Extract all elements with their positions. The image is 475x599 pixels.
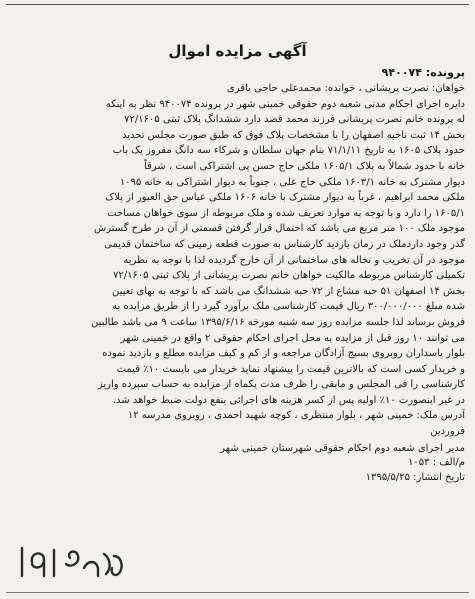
body-line: و خریدار کسی است که بالاترین قیمت را پیشنهاد نماید خریدار می بایست ۱۰٪ قیمت <box>116 363 465 375</box>
notice-footer <box>10 442 465 486</box>
file-number: پرونده: ۹۴۰۰۷۴ <box>381 66 465 79</box>
body-line: ۱۶۰۵/۱ را دارد و با توجه به موارد تعریف شده و ملک مربوطه از سوی خواهان مساحت <box>107 207 465 219</box>
bottom-divider <box>6 592 469 593</box>
body-line: شده مبلغ ۳۰۰/۰۰۰/۰۰۰ ریال قیمت کارشناسی ملک برآورد گیرد را از طریق مزایده به <box>112 301 465 313</box>
body-line: دیوار مشترک به خانه ۱۶۰۳/۱ ملکی حاج علی ، جنوباً به دیوار اشتراکی به خانه ۱۰۹۵ <box>119 176 465 188</box>
body-line: دایره اجرای احکام مدنی شعبه دوم حقوقی خمینی شهر در پرونده ۹۴۰۰۷۴ نظر به اینکه <box>105 98 465 110</box>
body-line: حدود پلاک ۱۶۰۵ به تاریخ ۷۱/۱/۱۱ بنام جهان سلطان و شرکاء سه دانگ مفروز یک باب <box>112 145 465 157</box>
signatory-line: مدیر اجرای شعبه دوم احکام حقوقی شهرستان خمینی شهر <box>220 442 465 454</box>
reference-number: م/الف : ۱۰۵۳ <box>408 457 465 469</box>
body-line: له پرونده خانم نصرت پریشانی فرزند محمد قصد دارد ششدانگ پلاک ثبتی ۷۲/۱۶۰۵ <box>124 114 465 126</box>
body-line: در غیر اینصورت ۱۰٪ اولیه پس از کسر هزینه های اجرائی بنفع دولت ضبط خواهد شد. <box>112 394 465 406</box>
body-line: خانه با حدود شمالاً به پلاک ۱۶۰۵/۱ ملکی حاج حسن پی اشتراکی است ، شرقاً <box>144 160 465 172</box>
top-divider <box>6 4 469 5</box>
body-line: می توانند ۱۰ روز قبل از مزایده به محل اجرای احکام حقوقی ۲ واقع در خمینی شهر <box>120 332 465 344</box>
handwritten-note-signature <box>14 538 134 584</box>
body-line: بخش ۱۴ اصفهان ۵۱ حبه مشاع از ۷۲ حبه ششدانگ می باشد که با توجه به بهای تعیین <box>112 285 465 297</box>
body-line: موجود در آن تخریب و نخاله های ساختمانی از آن خارج گردیده لذا با توجه به نظریه <box>123 254 465 266</box>
body-line: کارشناسی را فی المجلس و مابقی را ظرف مدت یکماه از مزایده به حساب سپرده واریز <box>97 379 465 391</box>
body-line: موجود ملک ۱۰۰ متر مربع می باشد که احتمال قرار گرفتن قسمتی از آن در طرح گسترش <box>94 223 465 235</box>
body-line: فروش برساند لذا جلسه مزایده روز سه شنبه مورخه ۱۳۹۵/۶/۱۶ ساعت ۹ می باشد طالبین <box>90 316 465 328</box>
notice-title: آگهی مزایده اموال <box>168 42 307 60</box>
body-line: فروردین <box>430 426 465 438</box>
publish-date: تاریخ انتشار: ۱۳۹۵/۵/۲۵ <box>365 471 465 483</box>
body-line: آدرس ملک: خمینی شهر ، بلوار منتظری ، کوچه شهید احمدی ، روبروی مدرسه ۱۲ <box>127 410 465 422</box>
body-line: گذر وجود داردملک در زمان بازدید کارشناس به صورت قطعه زمینی که ساختمان قدیمی <box>104 238 465 250</box>
notice-body <box>10 81 465 440</box>
body-line: تکمیلی کارشناس مربوطه مالکیت خواهان خانم نصرت پریشانی از پلاک ثبتی ۷۲/۱۶۰۵ <box>112 270 465 282</box>
body-line: خواهان: نصرت پریشانی ، خوانده: محمدعلی حاجی باقری <box>226 83 465 94</box>
body-line: بلوار پاسداران روبروی بسیج آزادگان مراجعه و از کم و کیف مزایده مطلع و بازدید نموده <box>102 348 465 360</box>
body-line: ملکی محمد ابراهیم ، غرباً به دیوار مشترک با خانه ۱۶۰۶ ملکی عباس حق العبور از پلاک <box>105 192 465 204</box>
body-line: بخش ۱۴ ثبت ناحیه اصفهان را با مشخصات پلاک فوق که طبق صورت مجلس تحدید <box>121 129 465 141</box>
